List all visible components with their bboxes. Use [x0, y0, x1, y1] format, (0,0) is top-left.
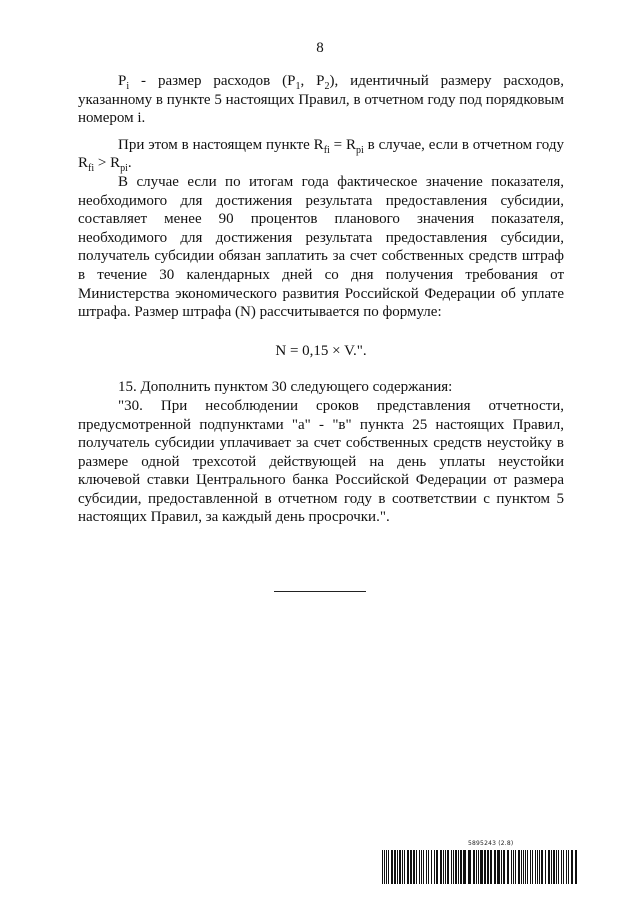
text-run: При этом в настоящем пункте R — [118, 136, 324, 153]
paragraph-r-condition — [78, 136, 564, 173]
barcode-bar — [480, 850, 483, 884]
text-run: P — [118, 73, 127, 89]
barcode-bar — [384, 850, 385, 884]
barcode-bar — [394, 850, 396, 884]
barcode-bar — [453, 850, 454, 884]
barcode-bar — [568, 850, 569, 884]
subscript: 2 — [324, 81, 330, 92]
barcode-bar — [460, 850, 462, 884]
barcode-bar — [511, 850, 512, 884]
barcode-bar — [525, 850, 526, 884]
barcode-bar — [487, 850, 489, 884]
text-run: , P — [300, 73, 325, 89]
barcode-bar — [402, 850, 403, 884]
barcode-bar — [423, 850, 424, 884]
barcode-id: 5895243 (2.8) — [468, 840, 514, 847]
barcode-bar — [575, 850, 577, 884]
barcode-bar — [518, 850, 520, 884]
barcode-bar — [407, 850, 409, 884]
barcode-bar — [503, 850, 505, 884]
barcode-bar — [513, 850, 514, 884]
barcode-bar — [527, 850, 528, 884]
barcode-bar — [404, 850, 405, 884]
subscript: fi — [88, 163, 95, 175]
barcode-bar — [399, 850, 401, 884]
barcode-bar — [521, 850, 522, 884]
barcode-bar — [490, 850, 492, 884]
subscript: 1 — [295, 81, 301, 92]
barcode-bar — [421, 850, 422, 884]
barcode-bar — [494, 850, 496, 884]
barcode-bar — [497, 850, 500, 884]
barcode-block — [380, 840, 582, 890]
barcode-bar — [426, 850, 427, 884]
barcode-bar — [434, 850, 435, 884]
barcode-bar — [548, 850, 550, 884]
barcode-bar — [530, 850, 531, 884]
barcode-bar — [551, 850, 552, 884]
barcode-bar — [468, 850, 471, 884]
barcode-bar — [440, 850, 442, 884]
barcode-bar — [566, 850, 567, 884]
text-run: ), идентичный размеру расходов, указанному в пункте 5 настоящих Правил, в отчетном году под порядковым номером i. — [78, 73, 565, 127]
text-run: . — [127, 155, 132, 172]
barcode-bar — [476, 850, 477, 884]
barcode-bar — [451, 850, 452, 884]
barcode-bar — [455, 850, 457, 884]
barcode-bar — [523, 850, 524, 884]
barcode-bar — [539, 850, 540, 884]
barcode-bar — [473, 850, 475, 884]
barcode-bar — [537, 850, 538, 884]
barcode-bar — [388, 850, 389, 884]
barcode-bar — [382, 850, 383, 884]
barcode-bar — [563, 850, 564, 884]
barcode-bar — [515, 850, 516, 884]
formula: N = 0,15 × V.". — [275, 342, 367, 359]
barcode-image — [380, 850, 582, 884]
barcode-bar — [458, 850, 459, 884]
barcode-bar — [561, 850, 562, 884]
barcode-bar — [541, 850, 543, 884]
barcode-bar — [419, 850, 420, 884]
barcode-bar — [431, 850, 432, 884]
barcode-bar — [463, 850, 466, 884]
barcode-bar — [501, 850, 502, 884]
barcode-bar — [445, 850, 446, 884]
barcode-bar — [571, 850, 573, 884]
text-run: > R — [94, 155, 121, 172]
document-body — [78, 72, 564, 527]
page-number: 8 — [316, 40, 324, 56]
barcode-bar — [416, 850, 417, 884]
barcode-bar — [391, 850, 393, 884]
barcode-bar — [545, 850, 546, 884]
barcode-bar — [553, 850, 555, 884]
end-divider — [274, 591, 366, 592]
barcode-bar — [447, 850, 449, 884]
paragraph-p-definition — [78, 72, 564, 128]
subscript: pi — [120, 163, 128, 175]
barcode-bar — [397, 850, 398, 884]
text-run: = R — [329, 136, 357, 153]
text-run: - размер расходов (P — [129, 73, 296, 89]
text-run: в случае, если в отчетном году R — [78, 136, 565, 172]
barcode-bar — [532, 850, 533, 884]
barcode-bar — [556, 850, 557, 884]
subscript: i — [126, 81, 130, 92]
barcode-bar — [410, 850, 412, 884]
paragraph-item-30: "30. При несоблюдении сроков представления отчетности, предусмотренной подпунктами "а" - "в" пункта 25 настоящих Правил, получатель субсидии уплачивает за счет собственных средств неустойку в размере одной трехсотой действующей на день уплаты неустойки ключевой ставки Центрального банка Российской Федерации от размера субсидии, предоставленной в отчетном году в соответствии с пунктом 5 настоящих Правил, за каждый день просрочки.". — [78, 397, 564, 526]
barcode-bar — [443, 850, 444, 884]
paragraph-item-15: 15. Дополнить пунктом 30 следующего содержания: — [118, 379, 453, 396]
paragraph-penalty: В случае если по итогам года фактическое значение показателя, необходимого для достижения результата предоставления субсидии, составляет менее 90 процентов планового значения показателя, необходимого для достижения результата предоставления субсидии, получатель субсидии обязан заплатить за счет собственных средств штраф в течение 30 календарных дней со дня получения требования от Министерства экономического развития Российской Федерации об уплате штрафа. Размер штрафа (N) рассчитывается по формуле: — [78, 173, 564, 321]
barcode-bar — [436, 850, 438, 884]
barcode-bar — [428, 850, 429, 884]
barcode-bar — [478, 850, 479, 884]
barcode-bar — [413, 850, 415, 884]
subscript: pi — [356, 144, 364, 156]
subscript: fi — [323, 144, 330, 156]
barcode-bar — [484, 850, 486, 884]
barcode-bar — [535, 850, 536, 884]
barcode-bar — [507, 850, 509, 884]
barcode-bar — [386, 850, 387, 884]
barcode-bar — [558, 850, 559, 884]
